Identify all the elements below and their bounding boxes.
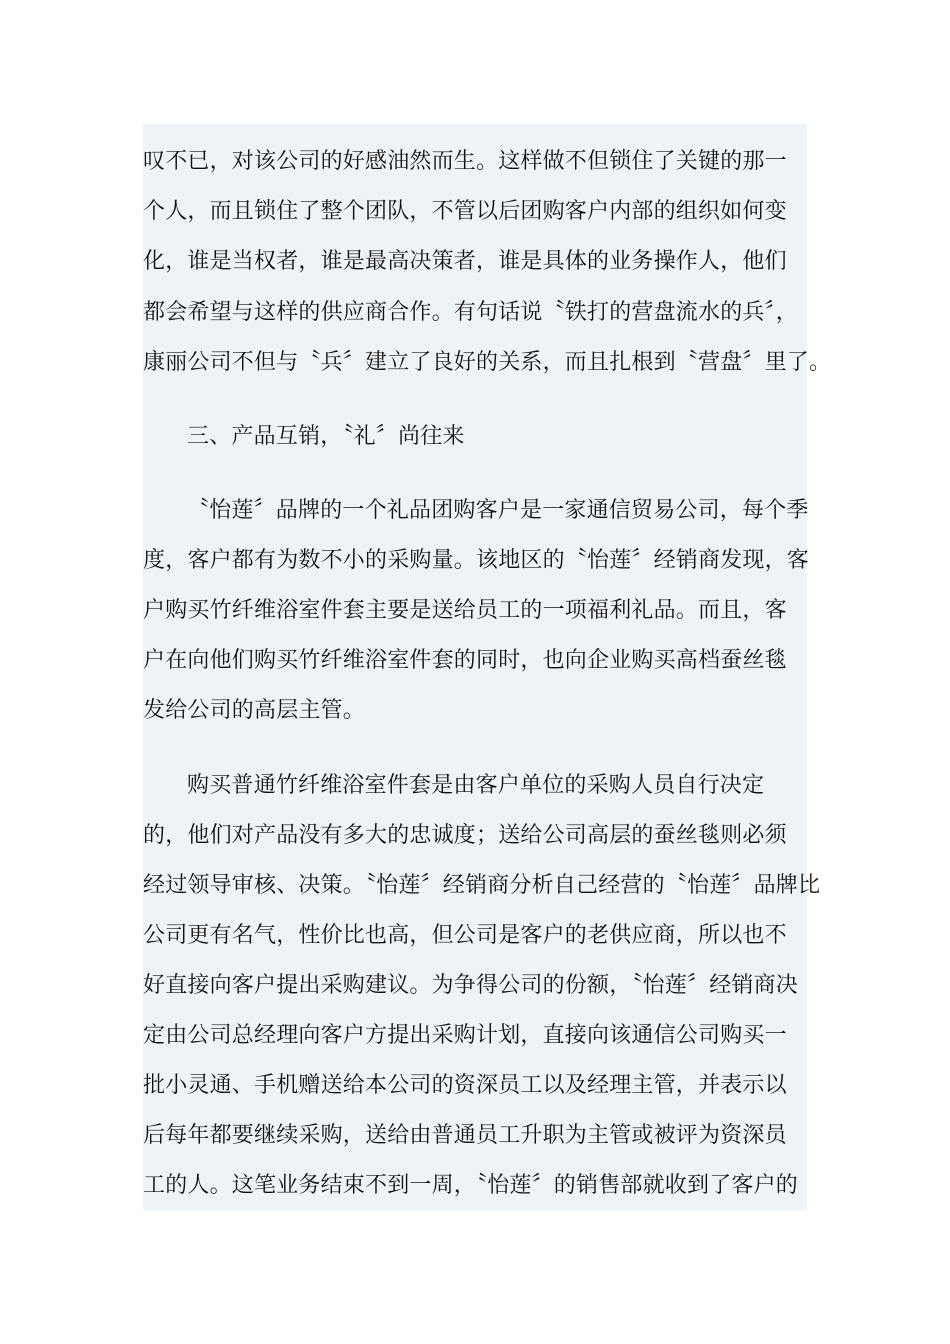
section-heading: 三、产品互销，〝礼〞尚往来 xyxy=(187,424,465,449)
paragraph-line: 叹不已，对该公司的好感油然而生。这样做不但锁住了关键的那一 xyxy=(143,149,787,174)
paragraph-line: 康丽公司不但与〝兵〞建立了良好的关系，而且扎根到〝营盘〞里了。 xyxy=(143,350,832,375)
paragraph-line: 工的人。这笔业务结束不到一周，〝怡莲〞的销售部就收到了客户的 xyxy=(143,1173,799,1198)
paragraph-line: 户在向他们购买竹纤维浴室件套的同时，也向企业购买高档蚕丝毯 xyxy=(143,648,787,673)
paragraph-line: 后每年都要继续采购，送给由普通员工升职为主管或被评为资深员 xyxy=(143,1123,787,1148)
paragraph-line: 批小灵通、手机赠送给本公司的资深员工以及经理主管，并表示以 xyxy=(143,1073,787,1098)
paragraph-line: 度，客户都有为数不小的采购量。该地区的〝怡莲〞经销商发现，客 xyxy=(143,548,810,573)
paragraph-line: 公司更有名气，性价比也高，但公司是客户的老供应商，所以也不 xyxy=(143,923,787,948)
paragraph-line: 化，谁是当权者，谁是最高决策者，谁是具体的业务操作人，他们 xyxy=(143,249,787,274)
text-block xyxy=(143,124,832,1210)
paragraph-line: 都会希望与这样的供应商合作。有句话说〝铁打的营盘流水的兵〞， xyxy=(143,300,799,325)
paragraph-line: 〝怡莲〞品牌的一个礼品团购客户是一家通信贸易公司，每个季 xyxy=(187,498,809,523)
paragraph-line: 发给公司的高层主管。 xyxy=(143,698,366,723)
paragraph-line: 定由公司总经理向客户方提出采购计划，直接向该通信公司购买一 xyxy=(143,1023,787,1048)
paragraph-line: 购买普通竹纤维浴室件套是由客户单位的采购人员自行决定 xyxy=(187,773,765,798)
paragraph-line: 经过领导审核、决策。〝怡莲〞经销商分析自己经营的〝怡莲〞品牌比 xyxy=(143,873,821,898)
paragraph-line: 户购买竹纤维浴室件套主要是送给员工的一项福利礼品。而且，客 xyxy=(143,598,787,623)
paragraph-line: 的，他们对产品没有多大的忠诚度；送给公司高层的蚕丝毯则必须 xyxy=(143,823,787,848)
paragraph-line: 好直接向客户提出采购建议。为争得公司的份额，〝怡莲〞经销商决 xyxy=(143,973,799,998)
paragraph-line: 个人，而且锁住了整个团队，不管以后团购客户内部的组织如何变 xyxy=(143,199,787,224)
